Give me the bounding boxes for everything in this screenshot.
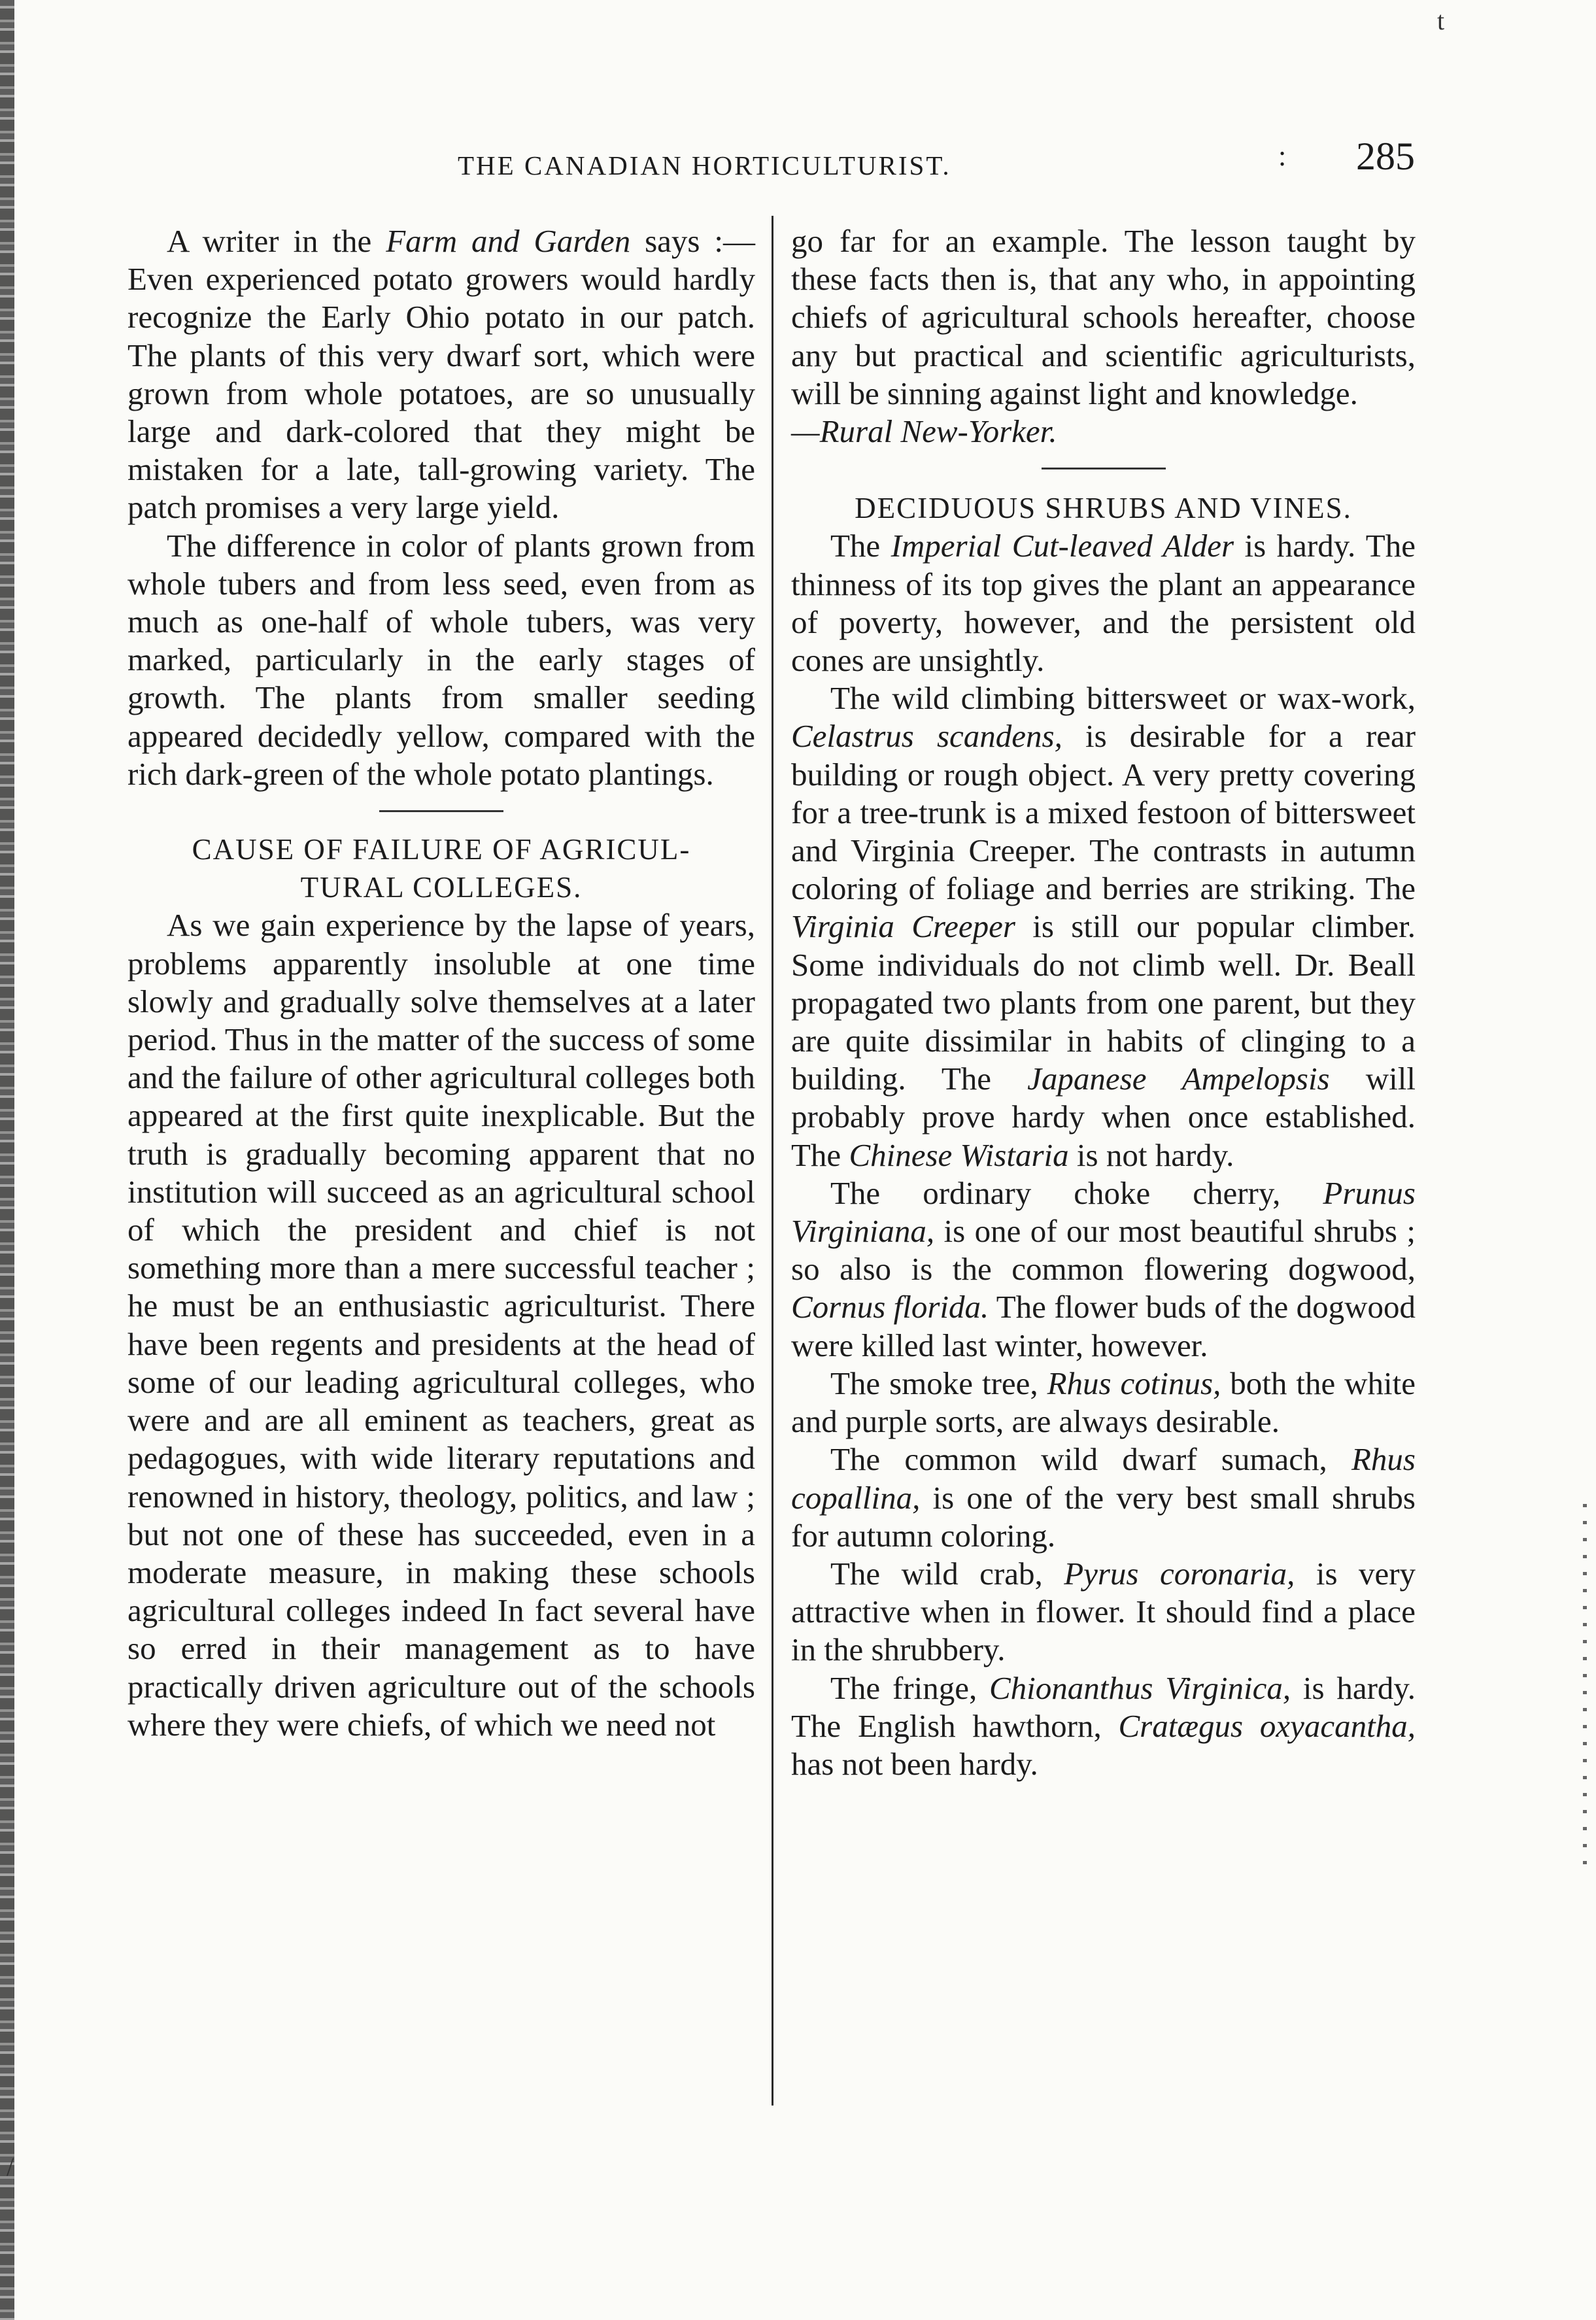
left-column (127, 222, 755, 1744)
right-column (791, 222, 1416, 1783)
binding-edge (0, 0, 14, 2320)
paragraph-colleges: As we gain experience by the lapse of years, problems apparently insoluble at one time slowly and gradually solve themselves at a later period. Thus in the matter of the success of some and the failure of other agricultural colleges both appeared at the first quite inexplicable. But the truth is gradually becoming apparent that no institution will succeed as an agricultural school of which the president and chief is not something more than a mere successful teacher ; he must be an enthusiastic agriculturist. There have been regents and presidents at the head of some of our leading agricultural colleges, who were and are all eminent as teachers, great as pedagogues, with wide literary reputations and renowned in history, theology, politics, and law ; but not one of these has succeeded, even in a moderate measure, in making these schools agricultural colleges indeed In fact several have so erred in their management as to have practically driven agriculture out of the schools where they were chiefs, of which we need not (127, 907, 755, 1743)
source-attribution: —Rural New-Yorker. (791, 413, 1057, 450)
section-divider-right (1042, 468, 1166, 469)
column-divider (772, 216, 773, 2106)
paragraph-smoke-tree: The smoke tree, Rhus cotinus, both the white and purple sorts, are always desirable. (791, 1365, 1416, 1440)
publication-title: Farm and Garden (386, 223, 631, 259)
margin-dots (1583, 1504, 1587, 1870)
running-title: THE CANADIAN HORTICULTURIST. (458, 150, 951, 180)
section-heading-shrubs: DECIDUOUS SHRUBS AND VINES. (855, 492, 1352, 525)
paragraph-color-difference: The difference in color of plants grown from whole tubers and from less seed, even from as much as one-half of whole tubers, was very marked, particularly in the early stages of growth. The plants from smaller seeding appeared decidedly yellow, compared with the rich dark-green of the whole potato plantings. (127, 527, 755, 792)
paragraph-fringe: The fringe, Chionanthus Virginica, is hardy. The English hawthorn, Cratægus oxyacantha, has not been hardy. (791, 1669, 1416, 1782)
stray-mark: t (1437, 6, 1445, 35)
margin-tick: / (7, 2152, 14, 2181)
header-colon: : (1278, 140, 1287, 172)
page-number: 285 (1356, 135, 1415, 178)
section-heading-colleges: CAUSE OF FAILURE OF AGRICUL- TURAL COLLEGES. (192, 833, 691, 904)
paragraph-choke-cherry: The ordinary choke cherry, Prunus Virginiana, is one of our most beautiful shrubs ; so also is the common flowering dogwood, Cornus florida. The flower buds of the dogwood were killed last winter, however. (791, 1174, 1416, 1363)
paragraph-sumach: The common wild dwarf sumach, Rhus copallina, is one of the very best small shrubs for autumn coloring. (791, 1441, 1416, 1554)
paragraph-alder: The Imperial Cut-leaved Alder is hardy. The thinness of its top gives the plant an appearance of poverty, however, and the persistent old cones are unsightly. (791, 528, 1416, 679)
paragraph-bittersweet: The wild climbing bittersweet or wax-work, Celastrus scandens, is desirable for a rear building or rough object. A very pretty covering for a tree-trunk is a mixed festoon of bittersweet and Virginia Creeper. The contrasts in autumn coloring of foliage and berries are striking. The Virginia Creeper is still our popular climber. Some individuals do not climb well. Dr. Beall propagated two plants from one parent, but they are quite dissimilar in habits of clinging to a building. The Japanese Ampelopsis will probably prove hardy when once established. The Chinese Wistaria is not hardy. (791, 680, 1416, 1173)
paragraph-wild-crab: The wild crab, Pyrus coronaria, is very attractive when in flower. It should find a place in the shrubbery. (791, 1555, 1416, 1668)
paragraph-potato-writer: A writer in the Farm and Garden says :—Even experienced potato growers would hardly recognize the Early Ohio potato in our patch. The plants of this very dwarf sort, which were grown from whole potatoes, are so unusually large and dark-colored that they might be mistaken for a late, tall-growing variety. The patch promises a very large yield. (127, 223, 755, 526)
section-divider (379, 810, 503, 812)
paragraph-colleges-continued: go far for an example. The lesson taught by these facts then is, that any who, in appointing chiefs of agricultural schools hereafter, choose any but practical and scientific agriculturists, will be sinning against light and knowledge. (791, 223, 1416, 411)
page-header (458, 134, 1425, 186)
